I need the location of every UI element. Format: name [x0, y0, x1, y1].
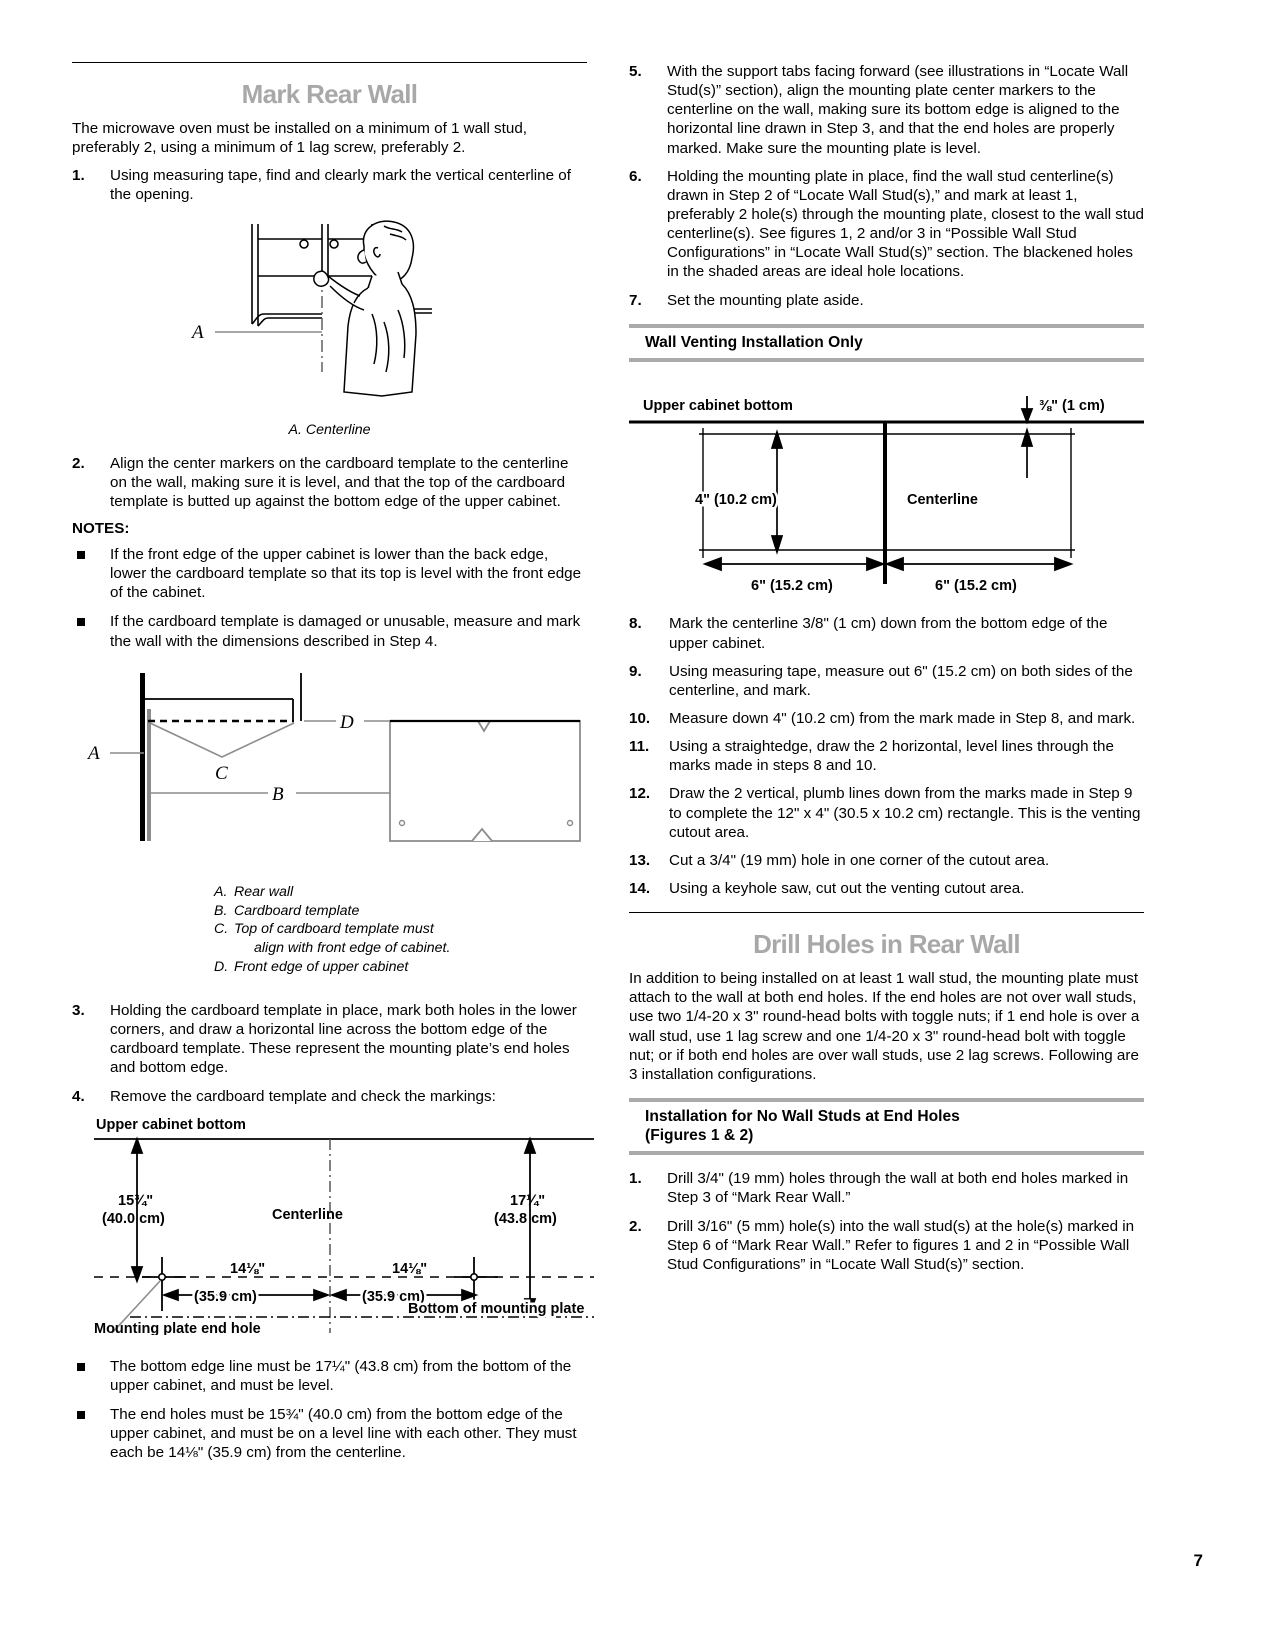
figure-4-upper-cabinet-label: Upper cabinet bottom — [643, 398, 793, 415]
step-number: 2. — [72, 454, 85, 472]
subhead-bar-bottom — [629, 1151, 1144, 1155]
bullet-square-icon — [77, 1411, 85, 1419]
figure-1-label-a: A — [192, 321, 204, 343]
notes-bullets — [72, 545, 587, 651]
steps-list-2 — [72, 454, 587, 511]
figure-2-label-b: B — [272, 783, 284, 805]
figure-2-label-a: A — [88, 742, 100, 764]
list-item — [629, 167, 1144, 282]
figure-mark-centerline — [72, 214, 587, 438]
step-text: Measure down 4" (10.2 cm) from the mark made in Step 8, and mark. — [669, 709, 1136, 727]
figure-3-svg — [94, 1115, 594, 1335]
subhead-text-line2: (Figures 1 & 2) — [645, 1126, 754, 1144]
bullet-square-icon — [77, 618, 85, 626]
step-number: 12. — [629, 785, 651, 803]
figure-3-horiz-left-in: 14⅛" — [230, 1260, 266, 1277]
step-text: Drill 3/16" (5 mm) hole(s) into the wall stud(s) at the hole(s) marked in Step 6 of “Mark Rear Wall.” Refer to figures 1 and 2 in “Possible Wall Stud Configurations” in “Locate Wall Stud(s)” section. — [667, 1217, 1135, 1273]
drill-holes-intro: In addition to being installed on at least 1 wall stud, the mounting plate must attach to the wall at both end holes. If the end holes are not over wall studs, use two 1/4-20 x 3" round-head bolts with toggle nuts; if 1 end hole is over a wall stud, use 1 lag screw and one 1/4-20 x 3" round-head bolt with toggle nut; or if both end holes are over wall studs, use 2 lag screws. Following are 3 installation configurations. — [629, 970, 1140, 1083]
figure-1-svg — [72, 214, 587, 414]
figure-2-label-c: C — [215, 762, 228, 784]
section-title-drill-holes: Drill Holes in Rear Wall — [753, 929, 1020, 960]
step-number: 6. — [629, 167, 642, 185]
list-item — [629, 662, 1144, 700]
section-divider-rule — [629, 912, 1144, 913]
list-item — [72, 454, 587, 511]
bullet-text: The bottom edge line must be 17¼" (43.8 cm) from the bottom of the upper cabinet, and must be level. — [110, 1357, 572, 1394]
top-rule — [72, 62, 587, 63]
step-text: Using measuring tape, measure out 6" (15.2 cm) on both sides of the centerline, and mark. — [669, 662, 1133, 699]
page-title: Mark Rear Wall — [241, 79, 418, 109]
step-number: 8. — [629, 615, 642, 633]
legend-row — [214, 883, 587, 902]
legend-row — [214, 958, 587, 977]
legend-value: Top of cardboard template must — [234, 921, 434, 938]
step-text: Remove the cardboard template and check the markings: — [110, 1087, 496, 1105]
list-item — [629, 784, 1144, 841]
figure-2-svg — [72, 661, 587, 861]
list-item — [629, 291, 1144, 310]
subhead-wall-venting — [629, 324, 1144, 363]
steps-list-3 — [72, 1001, 587, 1106]
list-item — [629, 1169, 1144, 1207]
step-text: Using a keyhole saw, cut out the venting cutout area. — [669, 879, 1025, 897]
steps-list-top-right — [629, 62, 1144, 310]
bullet-text: If the cardboard template is damaged or unusable, measure and mark the wall with the dimensions described in Step 4. — [110, 613, 581, 650]
step-text: Holding the mounting plate in place, find the wall stud centerline(s) drawn in Step 2 of “Locate Wall Stud(s),” and mark at least 1, preferably 2 hole(s) through the mounting plate, closest to the wall stud centerline(s). See figures 1, 2 and/or 3 in “Possible Wall Stud Configurations” in “Locate Wall Stud(s)” section. The blackened holes in the shaded areas are ideal hole locations. — [667, 167, 1144, 281]
step-number: 7. — [629, 291, 642, 309]
legend-key: C. — [214, 921, 229, 938]
figure-3-horiz-right-in: 14⅛" — [392, 1260, 428, 1277]
step-text: Drill 3/4" (19 mm) holes through the wall at both end holes marked in Step 3 of “Mark Rear Wall.” — [667, 1170, 1129, 1207]
step-number: 1. — [629, 1170, 642, 1188]
subhead-text: Wall Venting Installation Only — [645, 333, 863, 351]
list-item — [72, 1001, 587, 1078]
final-bullets — [72, 1357, 587, 1463]
figure-3-centerline-label: Centerline — [272, 1206, 343, 1223]
step-number: 3. — [72, 1002, 85, 1020]
figure-4-centerline-label: Centerline — [907, 492, 978, 509]
figure-4-bottom-right-dim: 6" (15.2 cm) — [935, 578, 1017, 595]
list-item — [629, 851, 1144, 870]
figure-4-vertical-dim: 4" (10.2 cm) — [695, 492, 777, 509]
step-number: 1. — [72, 167, 85, 185]
subhead-bar-bottom — [629, 358, 1144, 362]
figure-4-bottom-left-dim: 6" (15.2 cm) — [751, 578, 833, 595]
list-item — [629, 62, 1144, 158]
figure-4-svg — [629, 376, 1144, 606]
step-number: 4. — [72, 1087, 85, 1105]
legend-row-continuation — [214, 939, 587, 958]
legend-key: A. — [214, 883, 228, 900]
intro-paragraph: The microwave oven must be installed on a minimum of 1 wall stud, preferably 2, using a minimum of 1 lag screw, preferably 2. — [72, 120, 527, 157]
page-number: 7 — [1193, 1551, 1203, 1570]
figure-3-left-dim-in: 15¾" — [118, 1192, 154, 1209]
figure-3-bottom-plate-label: Bottom of mounting plate — [408, 1300, 585, 1317]
step-number: 2. — [629, 1217, 642, 1235]
step-text: Set the mounting plate aside. — [667, 291, 864, 309]
step-text: Cut a 3/4" (19 mm) hole in one corner of the cutout area. — [669, 851, 1050, 869]
figure-2-label-d: D — [340, 711, 354, 733]
legend-key: B. — [214, 902, 228, 919]
list-item — [629, 1217, 1144, 1274]
list-item — [72, 1405, 587, 1462]
legend-key: D. — [214, 959, 229, 976]
legend-value: Cardboard template — [234, 902, 360, 919]
right-column — [629, 62, 1144, 1472]
list-item — [72, 545, 587, 602]
step-number: 14. — [629, 879, 651, 897]
step-number: 11. — [629, 738, 650, 756]
step-text: Holding the cardboard template in place, mark both holes in the lower corners, and draw a horizontal line across the bottom edge of the cardboard template. These represent the mounting plate’s end holes and bottom edge. — [110, 1002, 577, 1077]
figure-3-upper-cabinet-label: Upper cabinet bottom — [96, 1116, 246, 1133]
step-number: 5. — [629, 63, 642, 80]
legend-row — [214, 920, 587, 939]
list-item — [72, 612, 587, 650]
bullet-text: If the front edge of the upper cabinet is lower than the back edge, lower the cardboard template so that its top is level with the front edge of the cabinet. — [110, 545, 582, 602]
figure-mounting-dimensions — [72, 1115, 587, 1335]
figure-3-right-dim-in: 17¼" — [510, 1192, 546, 1209]
subhead-installation-no-studs — [629, 1098, 1144, 1155]
steps-list-1 — [72, 166, 587, 204]
step-number: 9. — [629, 662, 642, 680]
list-item — [629, 709, 1144, 728]
subhead-text-line1: Installation for No Wall Studs at End Holes — [645, 1107, 960, 1125]
step-text: With the support tabs facing forward (see illustrations in “Locate Wall Stud(s)” section), align the mounting plate center markers to the centerline on the wall, making sure its bottom edge is aligned to the horizontal line drawn in Step 3, and that the end holes are properly marked. Make sure the mounting plate is level. — [667, 63, 1129, 157]
bullet-square-icon — [77, 551, 85, 559]
figure-3-horiz-left-cm: (35.9 cm) — [194, 1288, 257, 1305]
figure-1-caption: A. Centerline — [288, 421, 371, 438]
legend-value: Front edge of upper cabinet — [234, 959, 409, 976]
figure-2-legend — [214, 883, 587, 977]
two-column-layout — [72, 62, 1203, 1472]
legend-value-cont: align with front edge of cabinet. — [254, 940, 451, 957]
step-number: 10. — [629, 709, 651, 727]
figure-3-left-dim-cm: (40.0 cm) — [102, 1210, 165, 1227]
figure-3-right-dim-cm: (43.8 cm) — [494, 1210, 557, 1227]
figure-4-top-right-dim: ⅜" (1 cm) — [1039, 398, 1105, 415]
step-text: Align the center markers on the cardboard template to the centerline on the wall, making sure it is level, and that the top of the cardboard template is butted up against the bottom edge of the upper cabinet. — [110, 454, 569, 510]
legend-value: Rear wall — [234, 883, 294, 900]
step-text: Draw the 2 vertical, plumb lines down from the marks made in Step 9 to complete the 12" x 4" (30.5 x 10.2 cm) rectangle. This is the venting cutout area. — [669, 785, 1141, 841]
list-item — [629, 737, 1144, 775]
legend-row — [214, 902, 587, 921]
step-text: Using a straightedge, draw the 2 horizontal, level lines through the marks made in steps 8 and 10. — [669, 738, 1114, 775]
bullet-square-icon — [77, 1363, 85, 1371]
notes-label: NOTES: — [72, 519, 130, 537]
list-item — [629, 614, 1144, 652]
step-text: Using measuring tape, find and clearly mark the vertical centerline of the opening. — [110, 167, 571, 204]
figure-3-horiz-right-cm: (35.9 cm) — [362, 1288, 425, 1305]
step-text: Mark the centerline 3/8" (1 cm) down from the bottom edge of the upper cabinet. — [669, 615, 1108, 652]
left-column — [72, 62, 587, 1472]
bullet-text: The end holes must be 15¾" (40.0 cm) from the bottom edge of the upper cabinet, and must be on a level line with each other. They must each be 14⅛" (35.9 cm) from the centerline. — [110, 1406, 577, 1462]
figure-3-end-hole-label: Mounting plate end hole — [94, 1320, 261, 1335]
step-number: 13. — [629, 851, 651, 869]
list-item — [629, 879, 1144, 898]
figure-venting-cutout — [629, 376, 1144, 606]
list-item — [72, 166, 587, 204]
steps-list-mid-right — [629, 614, 1144, 898]
list-item — [72, 1087, 587, 1106]
steps-list-bottom-right — [629, 1169, 1144, 1274]
list-item — [72, 1357, 587, 1395]
figure-cardboard-template — [72, 661, 587, 977]
